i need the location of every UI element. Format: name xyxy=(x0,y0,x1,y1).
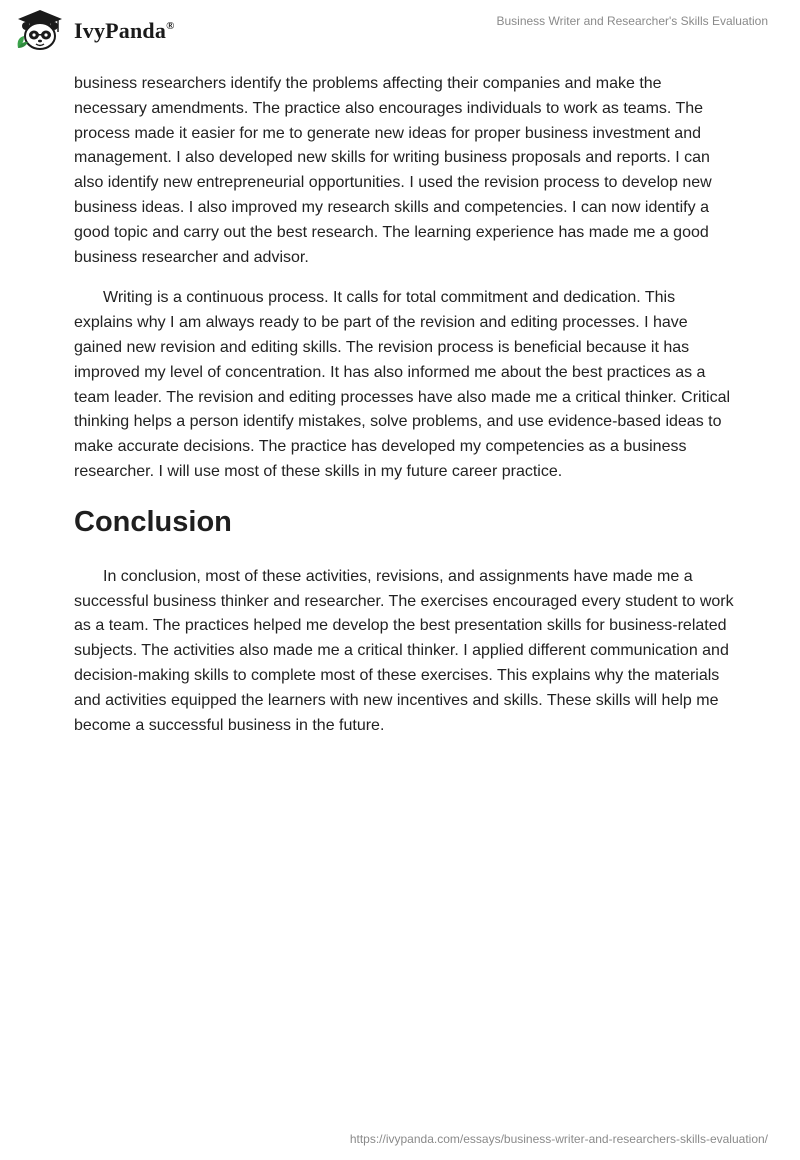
ivypanda-logo[interactable] xyxy=(14,8,175,52)
brand-name: IvyPanda® xyxy=(74,18,175,43)
body-paragraph: Writing is a continuous process. It calls for total commitment and dedication. This explains why I am always ready to be part of the revision and editing processes. I have gained new revision and editing skills. The revision process is beneficial because it has improved my level of concentration. It has also informed me about the best practices as a team leader. The revision and editing processes have also made me a critical thinker. Critical thinking helps a person identify mistakes, solve problems, and use evidence-based ideas to make accurate decisions. The practice has developed my competencies as a business researcher. I will use most of these skills in my future career practice. xyxy=(74,289,731,480)
source-url-link[interactable]: https://ivypanda.com/essays/business-writer-and-researchers-skills-evaluation/ xyxy=(349,1132,768,1146)
conclusion-heading: Conclusion xyxy=(74,505,232,538)
document-title: Business Writer and Researcher's Skills Evaluation xyxy=(496,14,768,28)
body-paragraph: In conclusion, most of these activities, revisions, and assignments have made me a successful business thinker and researcher. The exercises encouraged every student to work as a team. The practices helped me develop the best presentation skills for business-related subjects. The activities also made me a critical thinker. I applied different communication and decision-making skills to complete most of these exercises. This explains why the materials and activities equipped the learners with new incentives and skills. These skills will help me become a successful business in the future. xyxy=(74,567,734,734)
body-paragraph: business researchers identify the problems affecting their companies and make the necessary amendments. The practice also encourages individuals to work as teams. The process made it easier for me to generate new ideas for proper business investment and management. I also developed new skills for writing business proposals and reports. I can also identify new entrepreneurial opportunities. I used the revision process to develop new business ideas. I also improved my research skills and competencies. I can now identify a good topic and carry out the best research. The learning experience has made me a good business researcher and advisor. xyxy=(74,75,712,266)
essay-body xyxy=(74,72,734,754)
page-header xyxy=(0,0,800,70)
panda-mascot-icon xyxy=(14,8,66,52)
registered-mark: ® xyxy=(166,20,175,32)
